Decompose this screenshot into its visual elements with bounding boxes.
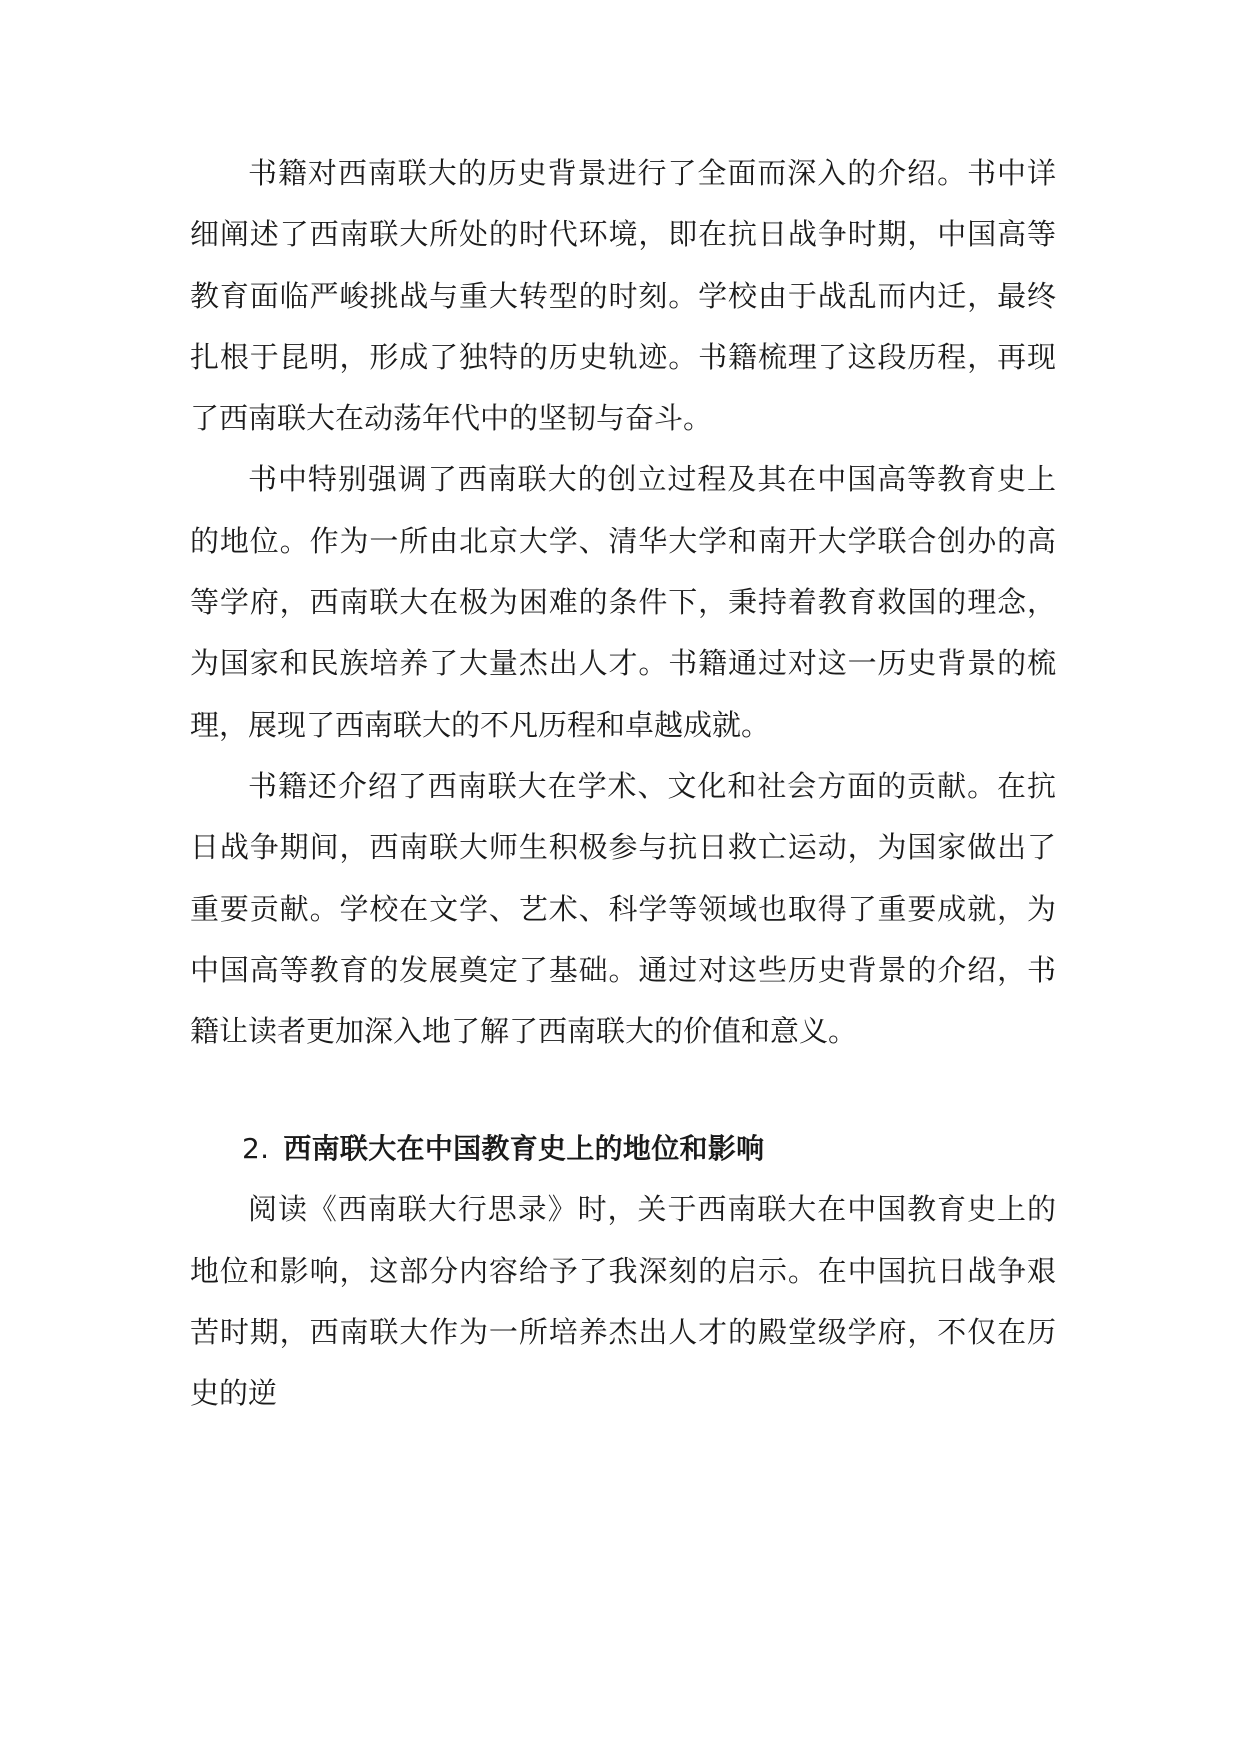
section-heading: [190, 1118, 1056, 1179]
paragraph-founding-and-status: 书中特别强调了西南联大的创立过程及其在中国高等教育史上的地位。作为一所由北京大学、清华大学和南开大学联合创办的高等学府，西南联大在极为困难的条件下，秉持着教育救国的理念，为国家和民族培养了大量杰出人才。书籍通过对这一历史背景的梳理，展现了西南联大的不凡历程和卓越成就。: [190, 462, 1056, 742]
document-body: [190, 143, 1056, 1425]
paragraph-historical-background: 书籍对西南联大的历史背景进行了全面而深入的介绍。书中详细阐述了西南联大所处的时代环境，即在抗日战争时期，中国高等教育面临严峻挑战与重大转型的时刻。学校由于战乱而内迁，最终扎根于昆明，形成了独特的历史轨迹。书籍梳理了这段历程，再现了西南联大在动荡年代中的坚韧与奋斗。: [190, 156, 1056, 436]
section-number: 2.: [242, 1132, 270, 1166]
paragraph-reading-reflection: 阅读《西南联大行思录》时，关于西南联大在中国教育史上的地位和影响，这部分内容给予了我深刻的启示。在中国抗日战争艰苦时期，西南联大作为一所培养杰出人才的殿堂级学府，不仅在历史的逆: [190, 1192, 1056, 1411]
section-title: 西南联大在中国教育史上的地位和影响: [283, 1132, 765, 1166]
paragraph-contributions: 书籍还介绍了西南联大在学术、文化和社会方面的贡献。在抗日战争期间，西南联大师生积极参与抗日救亡运动，为国家做出了重要贡献。学校在文学、艺术、科学等领域也取得了重要成就，为中国高等教育的发展奠定了基础。通过对这些历史背景的介绍，书籍让读者更加深入地了解了西南联大的价值和意义。: [190, 768, 1056, 1049]
